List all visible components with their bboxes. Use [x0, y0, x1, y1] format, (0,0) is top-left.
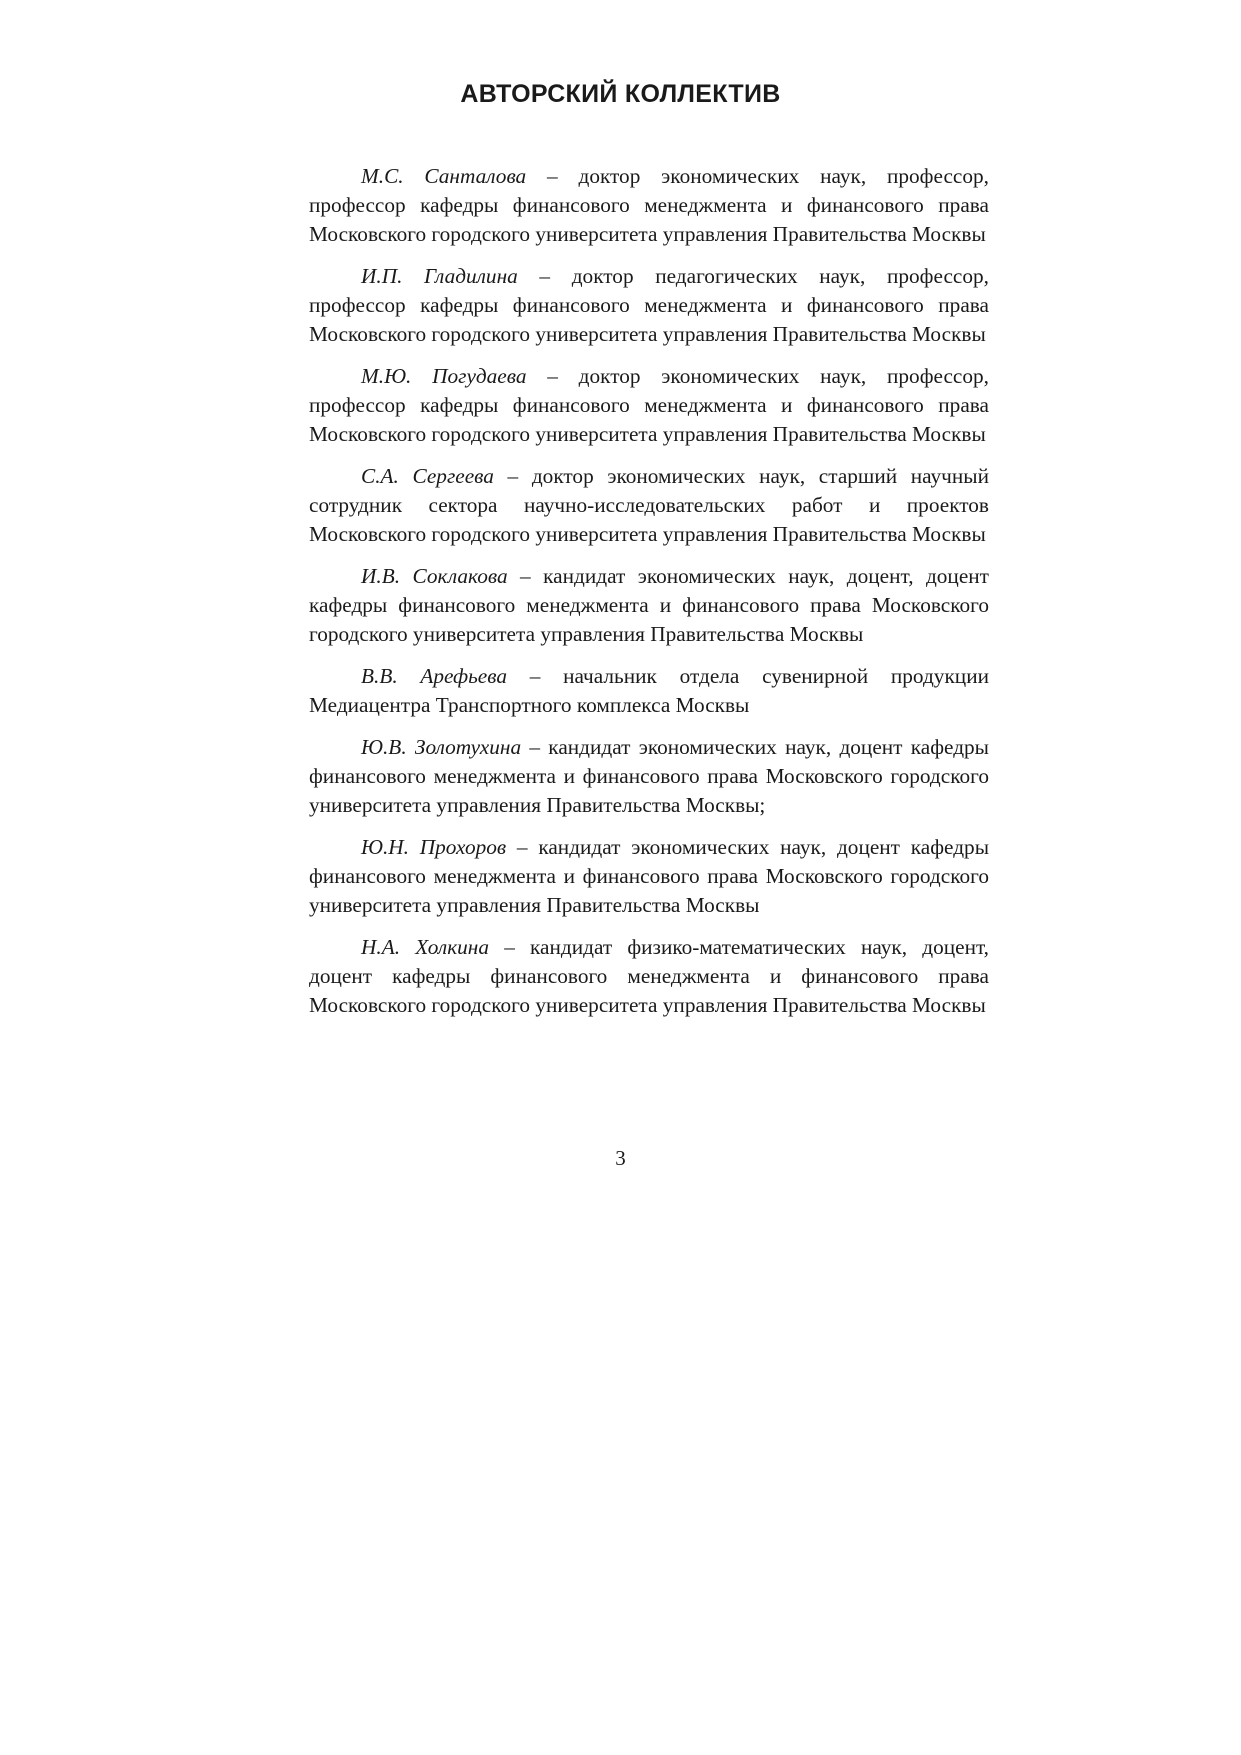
- author-description: – доктор экономических наук, профессор, профессор кафедры финансового менеджмента и финансового права Московского городского университета управления Правительства Москвы: [309, 164, 989, 246]
- author-entry: [309, 662, 989, 720]
- author-entry: [309, 733, 989, 820]
- author-description: – доктор педагогических наук, профессор, профессор кафедры финансового менеджмента и финансового права Московского городского университета управления Правительства Москвы: [309, 264, 989, 346]
- author-name: М.С. Санталова: [361, 164, 527, 188]
- author-description: – кандидат экономических наук, доцент, доцент кафедры финансового менеджмента и финансового права Московского городского университета управления Правительства Москвы: [309, 564, 989, 646]
- author-entry: [309, 162, 989, 249]
- author-name: Ю.В. Золотухина: [361, 735, 522, 759]
- author-entry: [309, 262, 989, 349]
- author-entry: [309, 562, 989, 649]
- author-entry: [309, 933, 989, 1020]
- page-title: АВТОРСКИЙ КОЛЛЕКТИВ: [460, 80, 781, 108]
- author-entry: [309, 462, 989, 549]
- author-description: – доктор экономических наук, старший научный сотрудник сектора научно-исследовательских работ и проектов Московского городского университета управления Правительства Москвы: [309, 464, 989, 546]
- author-description: – доктор экономических наук, профессор, профессор кафедры финансового менеджмента и финансового права Московского городского университета управления Правительства Москвы: [309, 364, 989, 446]
- author-description: – кандидат физико-математических наук, доцент, доцент кафедры финансового менеджмента и финансового права Московского городского университета управления Правительства Москвы: [309, 935, 989, 1017]
- author-name: И.В. Соклакова: [361, 564, 508, 588]
- author-name: Н.А. Холкина: [361, 935, 490, 959]
- author-name: С.А. Сергеева: [361, 464, 494, 488]
- author-description: – кандидат экономических наук, доцент кафедры финансового менеджмента и финансового права Московского городского университета управления Правительства Москвы;: [309, 735, 989, 817]
- author-list: [309, 162, 989, 1033]
- author-description: – кандидат экономических наук, доцент кафедры финансового менеджмента и финансового права Московского городского университета управления Правительства Москвы: [309, 835, 989, 917]
- author-description: – начальник отдела сувенирной продукции Медиацентра Транспортного комплекса Москвы: [309, 664, 989, 717]
- author-name: И.П. Гладилина: [361, 264, 518, 288]
- author-name: М.Ю. Погудаева: [361, 364, 527, 388]
- author-name: В.В. Арефьева: [361, 664, 507, 688]
- author-name: Ю.Н. Прохоров: [361, 835, 507, 859]
- author-entry: [309, 362, 989, 449]
- page-number: 3: [615, 1146, 626, 1170]
- author-entry: [309, 833, 989, 920]
